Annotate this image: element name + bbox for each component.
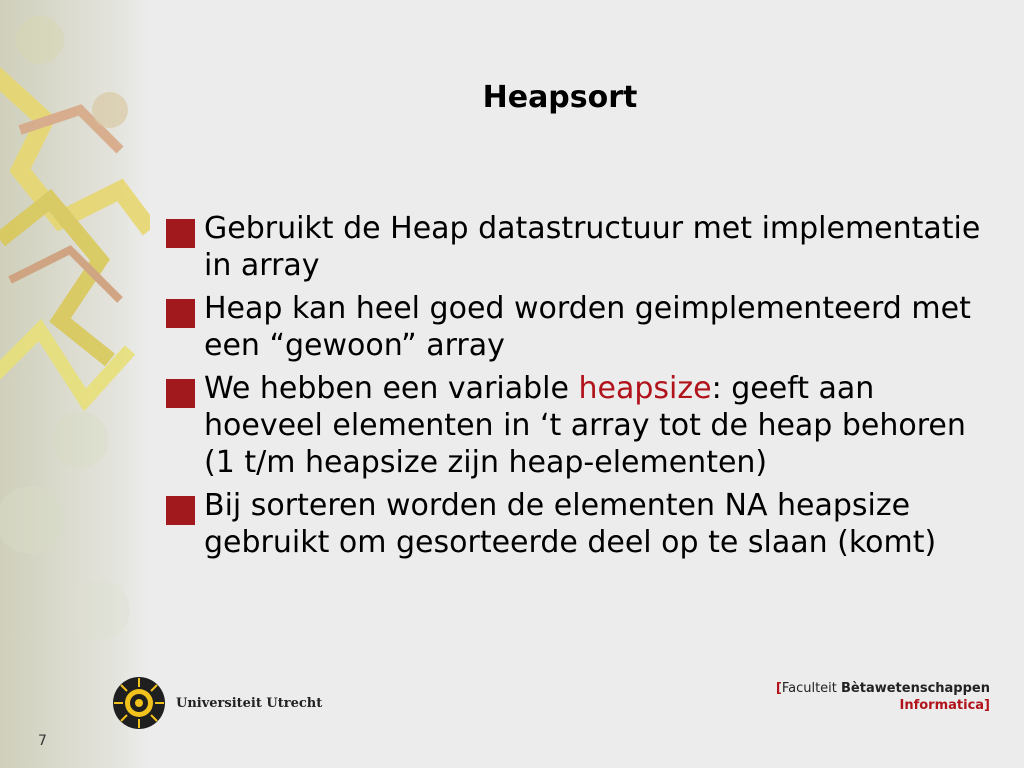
university-name: Universiteit Utrecht: [176, 695, 323, 711]
university-logo: [112, 676, 322, 730]
faculty-bracket-open: [: [775, 681, 782, 696]
square-bullet-icon: [166, 219, 195, 248]
slide-title: Heapsort: [482, 80, 638, 115]
department-line: [776, 697, 990, 714]
bullet-item-2: [166, 290, 996, 364]
bullet-item-4: [166, 487, 996, 561]
faculty-prefix: Faculteit: [781, 681, 842, 696]
bullet-item-3: [166, 370, 996, 481]
square-bullet-icon: [166, 496, 195, 525]
department-name: Informatica: [899, 698, 985, 713]
faculty-line: [776, 680, 990, 697]
bullet-text-after: : geeft aan hoeveel elementen in ‘t array tot de heap behoren (1 t/m heapsize zijn heap-elementen): [204, 371, 966, 480]
bullet-text: Bij sorteren worden de elementen NA heapsize gebruikt om gesorteerde deel op te slaan (komt): [204, 488, 937, 560]
heapsize-keyword: heapsize: [578, 371, 712, 406]
bullet-text: Heap kan heel goed worden geimplementeerd met een “gewoon” array: [204, 291, 971, 363]
bullet-list: [166, 210, 996, 567]
faculty-bracket-close: ]: [984, 698, 990, 713]
bullet-text-before: We hebben een variable: [204, 371, 579, 406]
decorative-background-image: [0, 0, 150, 768]
university-seal-icon: [112, 676, 166, 730]
square-bullet-icon: [166, 299, 195, 328]
bullet-text: Gebruikt de Heap datastructuur met implementatie in array: [204, 211, 981, 283]
page-number: 7: [38, 733, 47, 749]
bullet-item-1: [166, 210, 996, 284]
square-bullet-icon: [166, 379, 195, 408]
faculty-name: Bètawetenschappen: [841, 681, 990, 696]
faculty-label: [776, 680, 990, 714]
